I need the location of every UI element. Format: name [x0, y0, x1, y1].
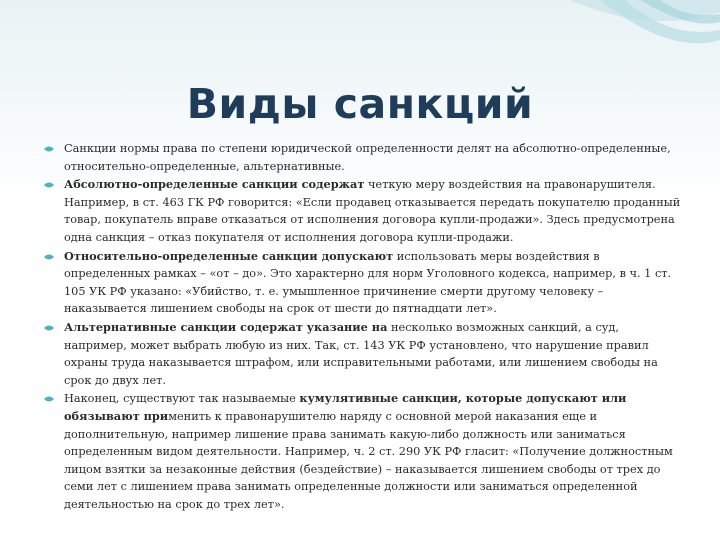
slide-title: Виды санкций: [186, 80, 534, 128]
bullet-item: [44, 319, 684, 389]
leaf-bullet-icon: [44, 253, 54, 261]
leaf-bullet-icon: [44, 181, 54, 189]
leaf-bullet-icon: [44, 395, 54, 403]
bullet-bold-lead: Абсолютно-определенные санкции содержат: [64, 177, 365, 192]
bullet-bold-lead: кумулятивные санкции, которые допускают или обязывают при: [64, 391, 627, 423]
bullet-bold-lead: Относительно-определенные санкции допускают: [64, 248, 394, 263]
bullet-item: [44, 248, 684, 318]
leaf-bullet-icon: [44, 145, 54, 153]
bullet-text: Санкции нормы права по степени юридической определенности делят на абсолютно-определенные, относительно-определенные, альтернативные.: [64, 142, 671, 173]
bullet-text: четкую меру воздействия на правонарушителя. Например, в ст. 463 ГК РФ говорится: «Если продавец отказывается передать покупателю проданный товар, покупатель вправе отказаться от исполнения договора купли-продажи». Здесь предусмотрена одна санкция – отказ покупателя от исполнения договора купли-продажи.: [64, 178, 681, 244]
bullet-text: несколько возможных санкций, а суд, например, может выбрать любую из них. Так, ст. 143 УК РФ установлено, что нарушение правил охраны труда наказывается штрафом, или исправительными работами, или лишением свободы на срок до двух лет.: [64, 320, 658, 387]
bullet-item: [44, 176, 684, 246]
bullet-text: использовать меры воздействия в определенных рамках – «от – до». Это характерно для норм Уголовного кодекса, например, в ч. 1 ст. 105 УК РФ указано: «Убийство, т. е. умышленное причинение смерти другому человеку – наказывается лишением свободы на срок от шести до пятнадцати лет».: [64, 249, 672, 316]
bullet-text-pre: Наконец, существуют так называемые: [64, 392, 300, 406]
bullet-item: [44, 140, 684, 175]
bullet-bold-lead: Альтернативные санкции содержат указание на: [64, 319, 388, 334]
bullet-item: [44, 390, 684, 513]
bullet-list: [44, 140, 684, 514]
bullet-text: менить к правонарушителю наряду с основной мерой наказания еще и дополнительную, например лишение права занимать какую-либо должность или заниматься определенным видом деятельности. Например, ч. 2 ст. 290 УК РФ гласит: «Получение должностным лицом взятки за незаконные действия (бездействие) – наказывается лишением свободы от трех до семи лет с лишением права занимать определенные должности или заниматься определенной деятельностью на срок до трех лет».: [64, 409, 673, 511]
leaf-bullet-icon: [44, 324, 54, 332]
